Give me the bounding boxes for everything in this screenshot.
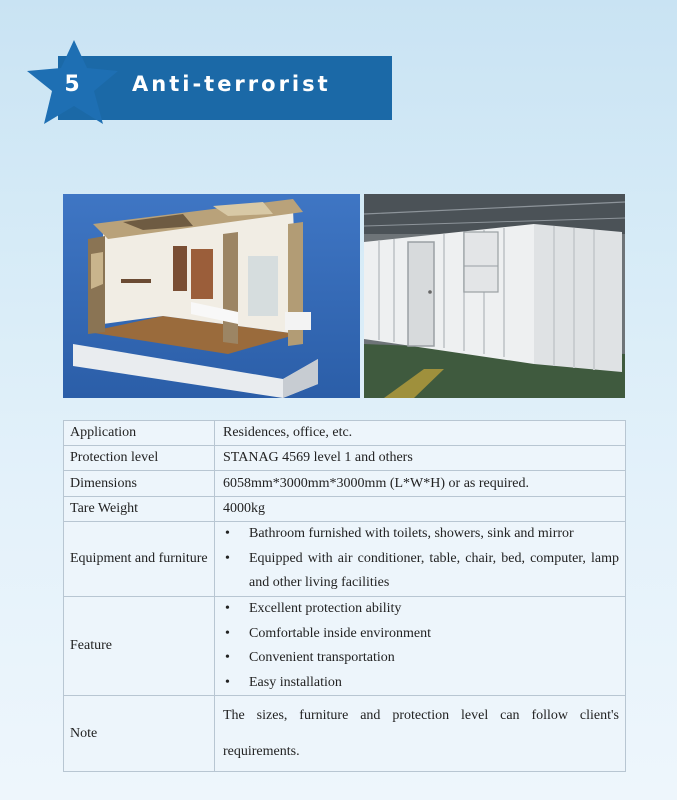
table-row [64,597,626,696]
list-item: • Comfortable inside environment [223,622,619,647]
row-value-dimensions: 6058mm*3000mm*3000mm (L*W*H) or as required. [215,471,626,497]
row-label-equipment: Equipment and furniture [64,522,215,597]
row-label-tare: Tare Weight [64,497,215,522]
section-number: 5 [64,72,80,97]
table-row [64,446,626,471]
row-label-feature: Feature [64,597,215,696]
row-label-dimensions: Dimensions [64,471,215,497]
table-row [64,497,626,522]
list-item: • Easy installation [223,671,619,696]
row-value-feature [215,597,626,696]
row-value-tare: 4000kg [215,497,626,522]
table-row [64,421,626,446]
list-item: • Bathroom furnished with toilets, showers, sink and mirror [223,522,619,547]
row-label-application: Application [64,421,215,446]
container-unit-image [364,194,625,398]
spec-table [63,420,626,772]
table-row [64,696,626,772]
row-value-protection: STANAG 4569 level 1 and others [215,446,626,471]
note-text: The sizes, furniture and protection level can follow client's requirements. [223,707,619,759]
row-value-note [215,696,626,772]
section-title: Anti-terrorist [132,72,331,96]
table-row [64,471,626,497]
row-value-equipment [215,522,626,597]
list-item: • Equipped with air conditioner, table, chair, bed, computer, lamp and other living facilities [223,547,619,596]
row-label-note: Note [64,696,215,772]
container-model-image [63,194,360,398]
table-row [64,522,626,597]
list-item: • Excellent protection ability [223,597,619,622]
list-item: • Convenient transportation [223,646,619,671]
row-label-protection: Protection level [64,446,215,471]
row-value-application: Residences, office, etc. [215,421,626,446]
